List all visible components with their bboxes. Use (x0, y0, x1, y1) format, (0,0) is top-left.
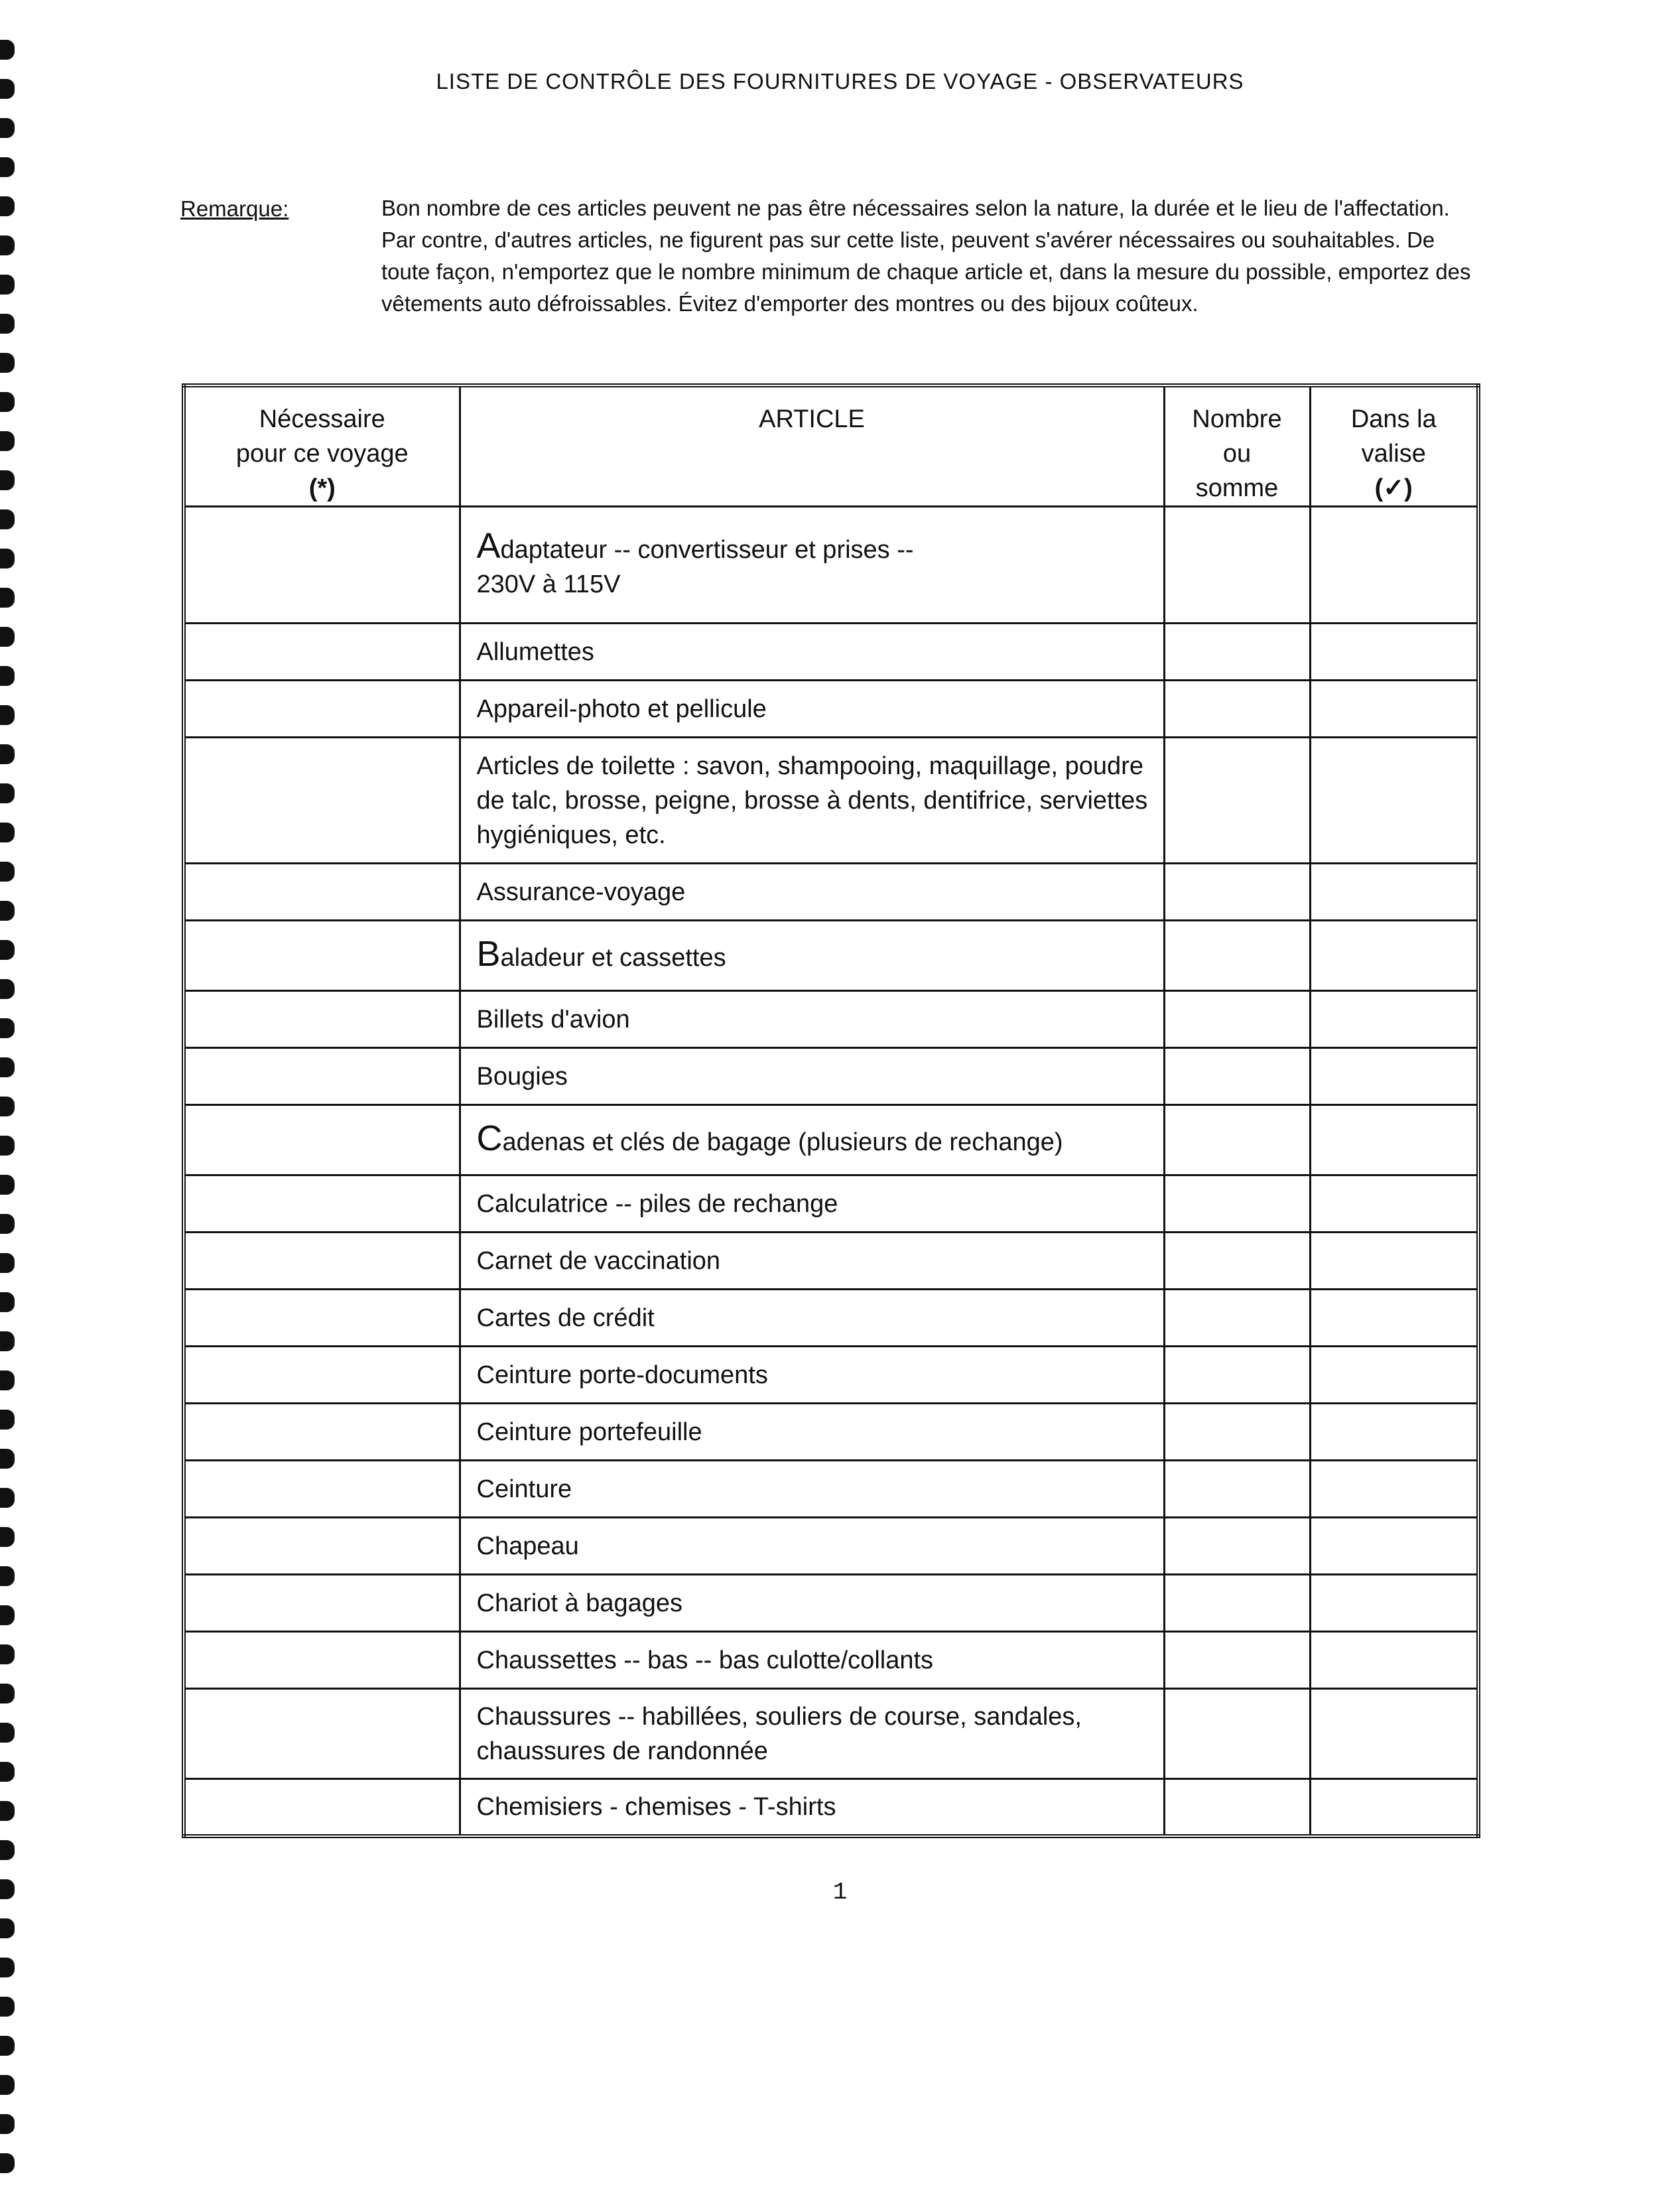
binding-hole (0, 1097, 15, 1116)
article-name: adenas et clés de bagage (plusieurs de rechange) (502, 1128, 1063, 1156)
count-cell[interactable] (1164, 1632, 1310, 1689)
count-cell[interactable] (1164, 1575, 1310, 1632)
article-name: aladeur et cassettes (500, 943, 726, 972)
table-row (184, 1518, 1478, 1575)
article-name: Assurance-voyage (476, 878, 686, 906)
article-name: Allumettes (476, 637, 594, 666)
needed-cell[interactable] (184, 1779, 460, 1836)
article-cell (460, 1632, 1164, 1689)
binding-hole (0, 431, 15, 451)
count-cell[interactable] (1164, 1175, 1310, 1233)
needed-cell[interactable] (184, 1461, 460, 1518)
header-article (460, 385, 1164, 507)
table-row (184, 1175, 1478, 1233)
binding-hole (0, 1292, 15, 1312)
needed-cell[interactable] (184, 1105, 460, 1175)
binding-hole (0, 1370, 15, 1390)
packed-checkbox-cell[interactable] (1310, 1518, 1478, 1575)
packed-checkbox-cell[interactable] (1310, 991, 1478, 1048)
count-cell[interactable] (1164, 1347, 1310, 1404)
binding-hole (0, 666, 15, 686)
packed-checkbox-cell[interactable] (1310, 1105, 1478, 1175)
table-row (184, 1290, 1478, 1347)
header-count-line1: Nombre (1192, 405, 1282, 433)
needed-cell[interactable] (184, 681, 460, 738)
table-row (184, 921, 1478, 991)
binding-hole (0, 40, 15, 60)
header-packed-line3: (✓) (1374, 474, 1413, 502)
article-cell (460, 1575, 1164, 1632)
binding-hole (0, 2075, 15, 2095)
header-count-line2: ou (1222, 440, 1252, 468)
packed-checkbox-cell[interactable] (1310, 681, 1478, 738)
packed-checkbox-cell[interactable] (1310, 738, 1478, 864)
binding-hole (0, 1566, 15, 1586)
packed-checkbox-cell[interactable] (1310, 507, 1478, 624)
packed-checkbox-cell[interactable] (1310, 1575, 1478, 1632)
page-number: 1 (832, 1879, 848, 1906)
needed-cell[interactable] (184, 738, 460, 864)
needed-cell[interactable] (184, 1689, 460, 1779)
binding-hole (0, 1918, 15, 1938)
article-cell (460, 1175, 1164, 1233)
table-row (184, 991, 1478, 1048)
table-row (184, 738, 1478, 864)
table-row (184, 1575, 1478, 1632)
packed-checkbox-cell[interactable] (1310, 624, 1478, 681)
needed-cell[interactable] (184, 1347, 460, 1404)
binding-hole (0, 1136, 15, 1156)
binding-hole (0, 1018, 15, 1038)
count-cell[interactable] (1164, 681, 1310, 738)
binding-hole (0, 157, 15, 177)
article-name-line2: 230V à 115V (476, 570, 621, 598)
binding-hole (0, 2036, 15, 2056)
article-cell (460, 1404, 1164, 1461)
count-cell[interactable] (1164, 1290, 1310, 1347)
packed-checkbox-cell[interactable] (1310, 921, 1478, 991)
binding-hole (0, 1527, 15, 1547)
count-cell[interactable] (1164, 507, 1310, 624)
binding-hole (0, 1214, 15, 1234)
binding-hole (0, 1801, 15, 1821)
article-name: Chaussettes -- bas -- bas culotte/collants (476, 1646, 934, 1674)
article-cell (460, 1105, 1164, 1175)
table-row (184, 1105, 1478, 1175)
packed-checkbox-cell[interactable] (1310, 1175, 1478, 1233)
binding-hole (0, 588, 15, 608)
needed-cell[interactable] (184, 1518, 460, 1575)
header-needed-line1: Nécessaire (259, 405, 385, 433)
binding-hole (0, 353, 15, 373)
article-cell (460, 1779, 1164, 1836)
binding-hole (0, 470, 15, 490)
article-name: Ceinture portefeuille (476, 1418, 702, 1446)
article-name: Ceinture (476, 1475, 572, 1503)
count-cell[interactable] (1164, 864, 1310, 921)
article-name: Cartes de crédit (476, 1303, 655, 1332)
packed-checkbox-cell[interactable] (1310, 1048, 1478, 1105)
header-count-line3: somme (1195, 474, 1279, 502)
article-name: Chariot à bagages (476, 1589, 683, 1617)
binding-hole (0, 1958, 15, 1977)
count-cell[interactable] (1164, 921, 1310, 991)
remark-label: Remarque: (180, 196, 289, 221)
article-name: Chapeau (476, 1532, 579, 1560)
packed-checkbox-cell[interactable] (1310, 1689, 1478, 1779)
header-packed-line2: valise (1361, 440, 1426, 468)
binding-hole (0, 2153, 15, 2173)
header-packed-line1: Dans la (1350, 405, 1437, 433)
article-cell (460, 1461, 1164, 1518)
needed-cell[interactable] (184, 1290, 460, 1347)
article-name: Chemisiers - chemises - T-shirts (476, 1792, 836, 1821)
binding-hole (0, 627, 15, 647)
binding-hole (0, 979, 15, 999)
binding-hole (0, 705, 15, 725)
article-cell (460, 991, 1164, 1048)
article-cell (460, 1689, 1164, 1779)
binding-hole (0, 744, 15, 764)
article-name: daptateur -- convertisseur et prises -- (500, 535, 914, 564)
needed-cell[interactable] (184, 1575, 460, 1632)
checklist-body (184, 507, 1478, 1836)
packed-checkbox-cell[interactable] (1310, 1632, 1478, 1689)
binding-hole (0, 549, 15, 568)
binding-hole (0, 2114, 15, 2134)
binding-hole (0, 823, 15, 842)
count-cell[interactable] (1164, 991, 1310, 1048)
packed-checkbox-cell[interactable] (1310, 1233, 1478, 1290)
needed-cell[interactable] (184, 1404, 460, 1461)
article-cell (460, 1518, 1164, 1575)
binding-hole (0, 275, 15, 295)
binding-hole (0, 392, 15, 412)
article-cell (460, 1290, 1164, 1347)
article-cell (460, 1233, 1164, 1290)
packed-checkbox-cell[interactable] (1310, 1779, 1478, 1836)
needed-cell[interactable] (184, 1048, 460, 1105)
count-cell[interactable] (1164, 1048, 1310, 1105)
packed-checkbox-cell[interactable] (1310, 1290, 1478, 1347)
binding-hole (0, 901, 15, 921)
table-row (184, 681, 1478, 738)
packed-checkbox-cell[interactable] (1310, 1347, 1478, 1404)
supply-checklist-table (182, 383, 1480, 1838)
count-cell[interactable] (1164, 1404, 1310, 1461)
header-needed (184, 385, 460, 507)
binding-hole (0, 1723, 15, 1743)
article-cell (460, 624, 1164, 681)
needed-cell[interactable] (184, 1632, 460, 1689)
binding-hole (0, 1410, 15, 1430)
table-row (184, 1347, 1478, 1404)
article-name: Bougies (476, 1062, 568, 1091)
binding-hole (0, 1175, 15, 1195)
binding-hole (0, 1605, 15, 1625)
article-cell (460, 507, 1164, 624)
count-cell[interactable] (1164, 1461, 1310, 1518)
table-row (184, 1689, 1478, 1779)
header-row (184, 385, 1478, 507)
packed-checkbox-cell[interactable] (1310, 1404, 1478, 1461)
article-initial: B (476, 933, 501, 974)
needed-cell[interactable] (184, 624, 460, 681)
article-cell (460, 921, 1164, 991)
article-cell (460, 681, 1164, 738)
count-cell[interactable] (1164, 1233, 1310, 1290)
header-needed-line3: (*) (308, 474, 336, 502)
count-cell[interactable] (1164, 1689, 1310, 1779)
count-cell[interactable] (1164, 1779, 1310, 1836)
document-title: LISTE DE CONTRÔLE DES FOURNITURES DE VOYAGE - OBSERVATEURS (436, 69, 1244, 94)
count-cell[interactable] (1164, 1518, 1310, 1575)
needed-cell[interactable] (184, 507, 460, 624)
article-name: Appareil-photo et pellicule (476, 695, 767, 723)
header-count (1164, 385, 1310, 507)
article-cell (460, 738, 1164, 864)
binding-hole (0, 1997, 15, 2017)
table-row (184, 864, 1478, 921)
binding-hole (0, 118, 15, 138)
binding-hole (0, 196, 15, 216)
needed-cell[interactable] (184, 864, 460, 921)
count-cell[interactable] (1164, 738, 1310, 864)
needed-cell[interactable] (184, 921, 460, 991)
binding-hole (0, 1684, 15, 1703)
count-cell[interactable] (1164, 624, 1310, 681)
count-cell[interactable] (1164, 1105, 1310, 1175)
table-row (184, 1632, 1478, 1689)
table-row (184, 1461, 1478, 1518)
binding-hole (0, 1253, 15, 1273)
binding-hole (0, 1331, 15, 1351)
binding-hole (0, 1449, 15, 1469)
article-cell (460, 1048, 1164, 1105)
header-article-label: ARTICLE (759, 405, 865, 433)
binding-hole (0, 862, 15, 882)
binding-hole (0, 509, 15, 529)
article-name: Carnet de vaccination (476, 1246, 721, 1275)
packed-checkbox-cell[interactable] (1310, 864, 1478, 921)
article-cell (460, 1347, 1164, 1404)
remark-text: Bon nombre de ces articles peuvent ne pas être nécessaires selon la nature, la durée et le lieu de l'affectation. Par contre, d'autres articles, ne figurent pas sur cette liste, peuvent s'avérer nécessaires ou souhaitables. De toute façon, n'emportez que le nombre minimum de chaque article et, dans la mesure du possible, emportez des vêtements auto défroissables. Évitez d'emporter des montres ou des bijoux coûteux. (381, 196, 1471, 316)
binding-hole (0, 1488, 15, 1508)
table-row (184, 507, 1478, 624)
article-name: Chaussures -- habillées, souliers de course, sandales, chaussures de randonnée (476, 1702, 1082, 1765)
article-name: Articles de toilette : savon, shampooing, maquillage, poudre de talc, brosse, peigne, brosse à dents, dentifrice, serviettes hygiéniques, etc. (476, 752, 1148, 849)
binding-hole (0, 1644, 15, 1664)
header-packed (1310, 385, 1478, 507)
article-name: Calculatrice -- piles de rechange (476, 1189, 838, 1218)
binding-hole (0, 1057, 15, 1077)
article-name: Ceinture porte-documents (476, 1361, 768, 1389)
needed-cell[interactable] (184, 991, 460, 1048)
binding-hole (0, 314, 15, 334)
needed-cell[interactable] (184, 1175, 460, 1233)
needed-cell[interactable] (184, 1233, 460, 1290)
article-name: Billets d'avion (476, 1005, 630, 1034)
binding-hole (0, 783, 15, 803)
table-row (184, 1779, 1478, 1836)
binding-hole (0, 940, 15, 960)
table-row (184, 1233, 1478, 1290)
table-row (184, 1048, 1478, 1105)
article-initial: C (476, 1118, 503, 1158)
table-row (184, 1404, 1478, 1461)
article-initial: A (476, 525, 501, 566)
packed-checkbox-cell[interactable] (1310, 1461, 1478, 1518)
binding-hole (0, 235, 15, 255)
table-row (184, 624, 1478, 681)
article-cell (460, 864, 1164, 921)
binding-hole (0, 1762, 15, 1782)
header-needed-line2: pour ce voyage (235, 440, 409, 468)
binding-hole (0, 1840, 15, 1860)
